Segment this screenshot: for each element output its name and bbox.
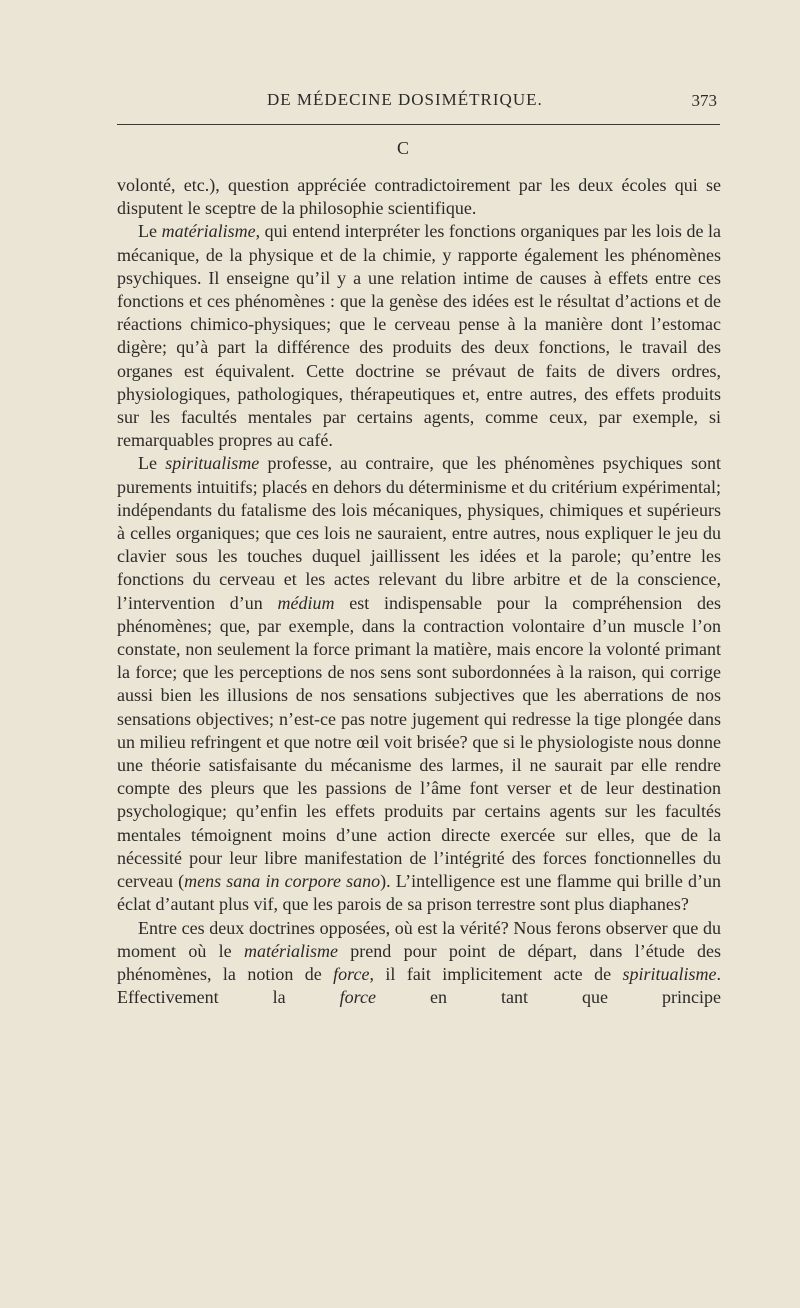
italic-term: matérialisme	[243, 940, 338, 961]
text-run: Le	[138, 221, 162, 242]
paragraph-conclusion	[117, 917, 721, 1010]
text-run: Le	[138, 453, 166, 474]
paragraph-spiritualism	[117, 452, 721, 916]
paragraph-materialism	[117, 220, 721, 452]
paragraph-continuation	[117, 174, 721, 220]
text-run: ). L’intelligence est une flamme qui brille d’un éclat d’autant plus vif, que les parois de sa prison terrestre sont plus diaphanes?	[117, 871, 722, 915]
italic-latin-phrase: mens sana in corpore sano	[184, 871, 381, 892]
header-rule	[117, 124, 720, 125]
running-title: DE MÉDECINE DOSIMÉTRIQUE.	[267, 90, 543, 109]
italic-term: médium	[277, 592, 335, 613]
text-run: . Effectivement la	[117, 963, 721, 1008]
text-run: en tant que principe	[375, 987, 722, 1008]
signature-mark: C	[397, 138, 410, 158]
text-run: Entre ces deux doctrines opposées, où est la vérité? Nous ferons observer que du moment où le	[117, 917, 721, 961]
text-run: est indispensable pour la compréhension des phénomènes; que, par exemple, dans la contraction volontaire d’un muscle l’on constate, non seulement la force primant la matière, mais encore la volonté primant la force; que les perceptions de nos sens sont subordonnées à la raison, qui corrige aussi bien les illusions de nos sensations subjectives que les aberrations de nos sensations objectives; n’est-ce pas notre jugement qui redresse la tige plongée dans un milieu refringent et que notre œil voit brisée? que si le physiologiste nous donne une théorie satisfaisante du mécanisme des larmes, il ne saurait par elle rendre compte des pleurs que les passions de l’âme font verser et de leur destination psychologique; qu’enfin les effets produits par certains agents sur les facultés mentales témoignent moins d’une action directe exercée sur elles, que de la nécessité pour leur libre manifestation de l’intégrité des forces fonctionnelles du cerveau (	[117, 592, 721, 892]
page-header	[117, 88, 717, 114]
body-text	[117, 174, 721, 1009]
italic-term: force	[333, 963, 370, 984]
text-run: , qui entend interpréter les fonctions organiques par les lois de la mécanique, de la physique et de la chimie, y rapporte également les phénomènes psychiques. Il enseigne qu’il y a une relation intime de causes à effets entre ces fonctions et ces phénomènes : que la genèse des idées est le résultat d’actions et de réactions chimico-physiques; que le cerveau pense à la manière dont l’estomac digère; qu’à part la différence des produits des deux fonctions, le travail des organes est équivalent. Cette doctrine se prévaut de faits de divers ordres, physiologiques, pathologiques, thérapeutiques et, entre autres, des effets produits sur les facultés mentales par certains agents, comme ceux, par exemple, si remarquables propres au café.	[117, 221, 722, 451]
italic-term: spiritualisme	[622, 963, 717, 984]
text-run: , il fait implicitement acte de	[369, 963, 623, 984]
italic-term: force	[339, 987, 376, 1008]
italic-term: matérialisme	[161, 221, 256, 242]
text-run: prend pour point de départ, dans l’étude des phénomènes, la notion de	[117, 940, 721, 984]
page-number: 373	[691, 91, 717, 110]
text-run: professe, au contraire, que les phénomènes psychiques sont purements intuitifs; placés en dehors du déterminisme et du critérium expérimental; indépendants du fatalisme des lois mécaniques, physiques, chimiques et supérieurs à celles organiques; que ces lois ne sauraient, entre autres, nous expliquer le jeu du clavier sous les touches duquel jaillissent les idées et la parole; qu’entre les fonctions du cerveau et les actes relevant du libre arbitre et de la conscience, l’intervention d’un	[117, 453, 721, 613]
italic-term: spiritualisme	[165, 453, 260, 474]
text-run: volonté, etc.), question appréciée contradictoirement par les deux écoles qui se disputent le sceptre de la philosophie scientifique.	[117, 175, 721, 219]
